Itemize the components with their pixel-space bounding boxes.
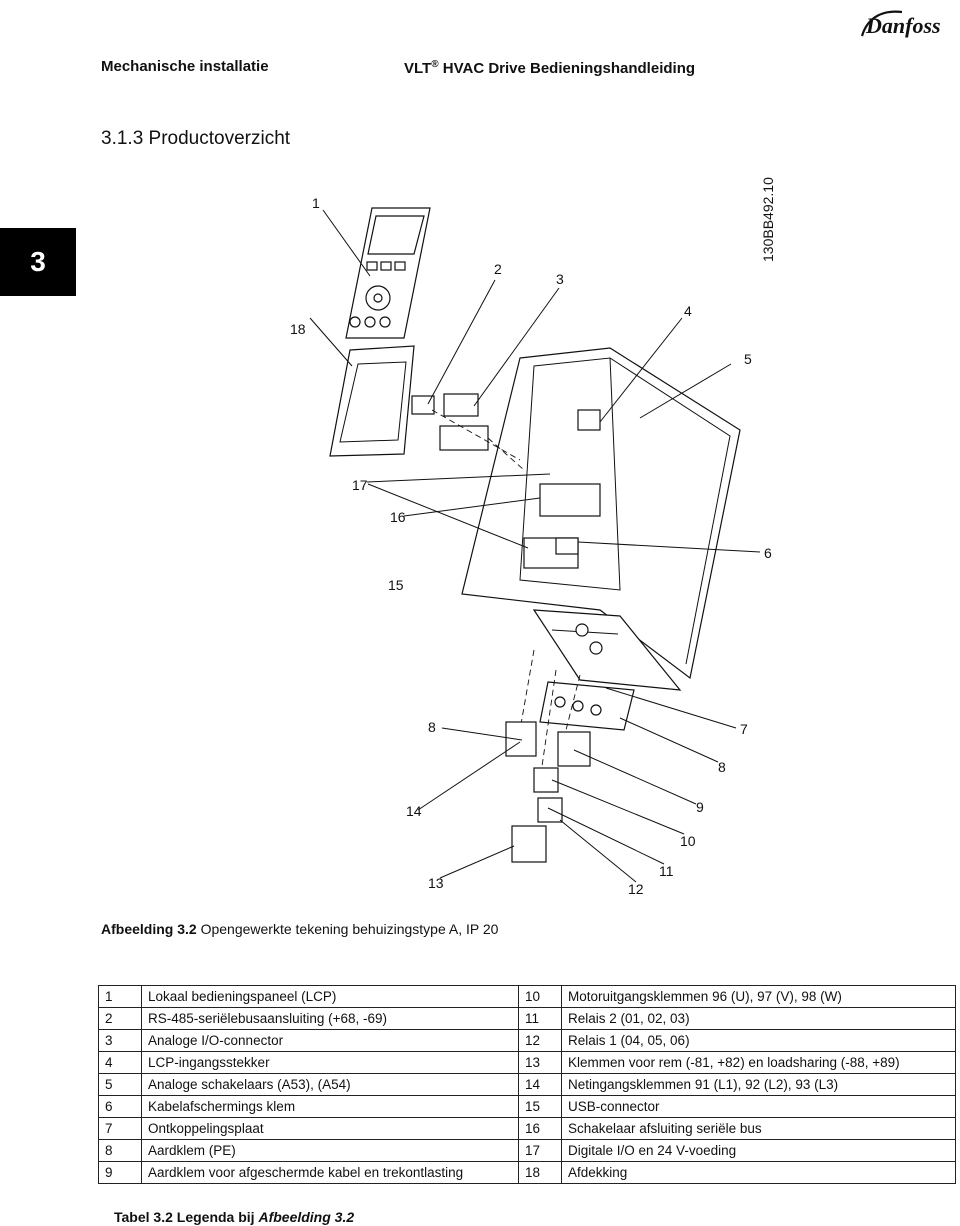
- callout-14: 14: [406, 803, 422, 819]
- legend-text: Relais 2 (01, 02, 03): [562, 1008, 956, 1030]
- table-row: [99, 1096, 956, 1118]
- legend-text: Klemmen voor rem (-81, +82) en loadsharing (-88, +89): [562, 1052, 956, 1074]
- callout-1: 1: [312, 195, 320, 211]
- table-row: [99, 1140, 956, 1162]
- legend-number: 11: [519, 1008, 562, 1030]
- table-row: [99, 1008, 956, 1030]
- legend-text: USB-connector: [562, 1096, 956, 1118]
- callout-9: 9: [696, 799, 704, 815]
- registered-mark: ®: [431, 59, 439, 70]
- legend-number: 18: [519, 1162, 562, 1184]
- callout-10: 10: [680, 833, 696, 849]
- legend-table: [98, 985, 956, 1184]
- legend-number: 2: [99, 1008, 142, 1030]
- callout-5: 5: [744, 351, 752, 367]
- brake-plug: [512, 826, 546, 862]
- callout-13: 13: [428, 875, 444, 891]
- callout-15: 15: [388, 577, 404, 593]
- legend-number: 12: [519, 1030, 562, 1052]
- callout-12: 12: [628, 881, 644, 897]
- table-caption: [114, 1209, 354, 1225]
- legend-text: Analoge I/O-connector: [142, 1030, 519, 1052]
- legend-number: 4: [99, 1052, 142, 1074]
- callout-7: 7: [740, 721, 748, 737]
- callout-4: 4: [684, 303, 692, 319]
- callout-6: 6: [764, 545, 772, 561]
- callout-18: 18: [290, 321, 306, 337]
- doc-title-suffix: HVAC Drive Bedieningshandleiding: [438, 60, 696, 77]
- doc-title-prefix: VLT: [404, 60, 432, 77]
- exploded-drawing: [0, 170, 960, 910]
- figure-code: 130BB492.10: [760, 177, 776, 262]
- legend-text: Aardklem voor afgeschermde kabel en trekontlasting: [142, 1162, 519, 1184]
- figure-caption-label: Afbeelding 3.2: [101, 921, 197, 937]
- legend-number: 6: [99, 1096, 142, 1118]
- legend-number: 3: [99, 1030, 142, 1052]
- danfoss-logo: [858, 6, 954, 42]
- legend-text: Netingangsklemmen 91 (L1), 92 (L2), 93 (L3): [562, 1074, 956, 1096]
- table-row: [99, 1074, 956, 1096]
- callout-11: 11: [659, 863, 674, 879]
- mains-plug: [506, 722, 536, 756]
- legend-number: 7: [99, 1118, 142, 1140]
- figure-caption-text: Opengewerkte tekening behuizingstype A, IP 20: [196, 921, 499, 937]
- table-caption-ref: Afbeelding 3.2: [258, 1209, 355, 1225]
- legend-number: 10: [519, 986, 562, 1008]
- table-row: [99, 986, 956, 1008]
- callout-2: 2: [494, 261, 502, 277]
- legend-text: Ontkoppelingsplaat: [142, 1118, 519, 1140]
- callout-3: 3: [556, 271, 564, 287]
- drive-housing: [462, 348, 740, 730]
- relay1-plug: [538, 798, 562, 822]
- legend-text: RS-485-seriëlebusaansluiting (+68, -69): [142, 1008, 519, 1030]
- header-doc-title: [404, 59, 695, 77]
- figure-caption: [101, 921, 498, 937]
- legend-text: Relais 1 (04, 05, 06): [562, 1030, 956, 1052]
- motor-plug: [558, 732, 590, 766]
- relay2-plug: [534, 768, 558, 792]
- io-connector: [440, 426, 488, 450]
- legend-number: 8: [99, 1140, 142, 1162]
- legend-number: 14: [519, 1074, 562, 1096]
- callout-8b: 8: [718, 759, 726, 775]
- rs485-plug: [412, 394, 478, 416]
- legend-text: Schakelaar afsluiting seriële bus: [562, 1118, 956, 1140]
- section-heading: 3.1.3 Productoverzicht: [101, 128, 291, 149]
- legend-text: Kabelafschermings klem: [142, 1096, 519, 1118]
- legend-number: 1: [99, 986, 142, 1008]
- legend-number: 9: [99, 1162, 142, 1184]
- table-row: [99, 1030, 956, 1052]
- table-row: [99, 1162, 956, 1184]
- table-caption-label: Tabel 3.2 Legenda bij: [114, 1209, 259, 1225]
- legend-text: Afdekking: [562, 1162, 956, 1184]
- legend-number: 13: [519, 1052, 562, 1074]
- legend-number: 5: [99, 1074, 142, 1096]
- legend-text: Lokaal bedieningspaneel (LCP): [142, 986, 519, 1008]
- legend-text: Analoge schakelaars (A53), (A54): [142, 1074, 519, 1096]
- callout-16: 16: [390, 509, 406, 525]
- callout-8a: 8: [428, 719, 436, 735]
- lcp-panel: [346, 208, 430, 338]
- table-row: [99, 1118, 956, 1140]
- legend-text: Digitale I/O en 24 V-voeding: [562, 1140, 956, 1162]
- table-row: [99, 1052, 956, 1074]
- legend-text: Motoruitgangsklemmen 96 (U), 97 (V), 98 (W): [562, 986, 956, 1008]
- legend-number: 15: [519, 1096, 562, 1118]
- svg-text:Danfoss: Danfoss: [866, 13, 941, 38]
- legend-number: 16: [519, 1118, 562, 1140]
- legend-text: LCP-ingangsstekker: [142, 1052, 519, 1074]
- callout-17: 17: [352, 477, 368, 493]
- chapter-tab: 3: [0, 228, 76, 296]
- header-section-name: Mechanische installatie: [101, 58, 269, 75]
- legend-text: Aardklem (PE): [142, 1140, 519, 1162]
- legend-number: 17: [519, 1140, 562, 1162]
